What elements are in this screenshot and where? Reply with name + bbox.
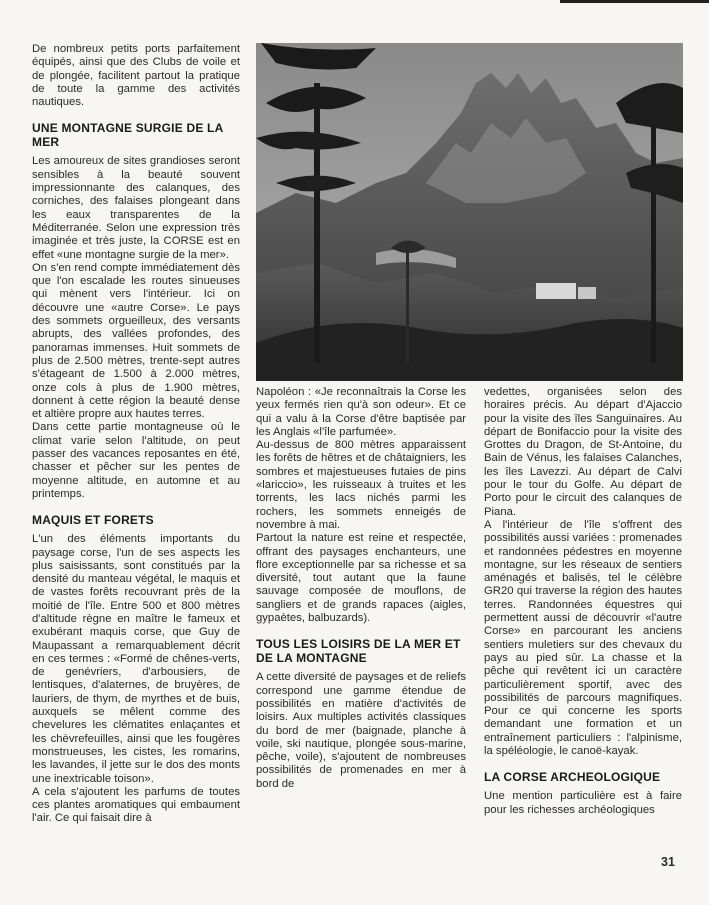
paragraph: Au-dessus de 800 mètres apparaissent les forêts de hêtres et de châtaigniers, les sombres et majestueuses futaies de pins «laricciо», les ruisseaux à truites et les torrents, les lacs nichés parmi les rochers, les sommets enneigés de novembre à mai. [256,439,466,531]
page-number: 31 [661,855,675,869]
paragraph: Une mention particulière est à faire pour les richesses archéologiques [484,790,682,816]
mountain-photo [256,43,683,381]
section-heading-montagne: UNE MONTAGNE SURGIE DE LA MER [32,121,224,150]
section-heading-loisirs: TOUS LES LOISIRS DE LA MER ET DE LA MONTAGNE [256,637,461,666]
column-3 [484,386,682,817]
column-2 [256,386,466,791]
paragraph: On s'en rend compte immédiatement dès que l'on escalade les routes sinueuses qui mènent vers l'intérieur. Ici on découvre une «autre Corse». Le pays des sommets orgueilleux, des versants abrupts, des vallées profondes, des panoramas immenses. Huit sommets de plus de 2.500 mètres, trente-sept autres s'étageant de 1.500 à 2.000 mètres, onze cols à plus de 1.900 mètres, donnent à cette région la beauté dense et altière propre aux hautes terres. [32,261,240,421]
paragraph: Les amoureux de sites grandioses seront sensibles à la beauté souvent impressionnante des calanques, des corniches, des falaises plongeant dans les eaux transparentes de la Méditerranée. Selon une expression très imaginée et très juste, la CORSE est en effet «une montagne surgie de la mer». [32,155,240,261]
paragraph: Partout la nature est reine et respectée, offrant des paysages enchanteurs, une flore exceptionnelle par sa richesse et sa diversité, tout autant que la faune sauvage composée de mouflons, de sangliers et de grands rapaces (aigles, gypaètes, balbuzards). [256,532,466,625]
paragraph: Napoléon : «Je reconnaîtrais la Corse les yeux fermés rien qu'à son odeur». Et ce qui a valu à la Corse d'être baptisée par les Anglais «l'île parfumée». [256,386,466,438]
paragraph: A l'intérieur de l'île s'offrent des possibilités aussi variées : promenades et randonnées pédestres en moyenne montagne, sur les réseaux de sentiers aménagés et balisés, tel le célèbre GR20 qui traverse la région des hautes terres. Randonnées équestres qui permettent aussi de découvrir «l'autre Corse» en parcourant les anciens sentiers muletiers sur des chevaux du pays au pied sûr. La chasse et la pêche qui revêtent ici un caractère particulièrement sportif, avec des possibilités de parcours magnifiques. Pour ce qui concerne les sports demandant une formation et un entraînement particuliers : l'alpinisme, la spéléologie, le canoë-kayak. [484,518,682,758]
paragraph: A cette diversité de paysages et de reliefs correspond une gamme étendue de possibilités en matière d'activités de loisirs. Aux multiples activités classiques du bord de mer (baignade, planche à voile, ski nautique, plongée sous-marine, pêche, voile), s'ajoutent de nombreuses possibilités de promenades en mer à bord de [256,671,466,790]
paragraph: vedettes, organisées selon des horaires précis. Au départ d'Ajaccio pour la visite des îles Sanguinaires. Au départ de Bonifaccio pour la visite des Grottes du Dragon, de St-Antoine, du Bain de Vénus, les falaises Calanches, les îles Lavezzi. Au départ de Calvi pour le tour du Golfe. Au départ de Porto pour le circuit des calanques de Piana. [484,386,682,518]
section-heading-archeologique: LA CORSE ARCHEOLOGIQUE [484,770,661,785]
top-rule [560,0,709,3]
column-1 [32,43,240,826]
paragraph: L'un des éléments importants du paysage corse, l'un de ses aspects les plus saisissants, sont constitués par la densité du manteau végétal, le maquis et de vastes forêts recouvrant près de la moitié de l'île. Entre 500 et 800 mètres d'altitude règne en maître le fameux et exubérant maquis corse, que Guy de Maupassant a remarquablement décrit en ces termes : «Formé de chênes-verts, de genévriers, d'arbousiers, de lentisques, d'alaternes, de bruyères, de lauriers, de thym, de myrthes et de buis, auxquels se mêlent comme des chevelures les clématites enlaçantes et les chèvrefeuilles, ainsi que les fougères monstrueuses, les cistes, les romarins, les lavandes, il jette sur le dos des monts une inextricable toison». [32,533,240,785]
paragraph: A cela s'ajoutent les parfums de toutes ces plantes aromatiques qui embaument l'air. Ce qui faisait dire à [32,785,240,825]
paragraph: Dans cette partie montagneuse où le climat varie selon l'altitude, on peut passer des vacances reposantes en été, chasser et pêcher sur les pentes de moyenne altitude, en automne et au printemps. [32,421,240,500]
section-heading-maquis: MAQUIS ET FORETS [32,513,154,528]
intro-paragraph: De nombreux petits ports parfaitement équipés, ainsi que des Clubs de voile et de plongée, facilitent partout la pratique de toute la gamme des activités nautiques. [32,43,240,109]
